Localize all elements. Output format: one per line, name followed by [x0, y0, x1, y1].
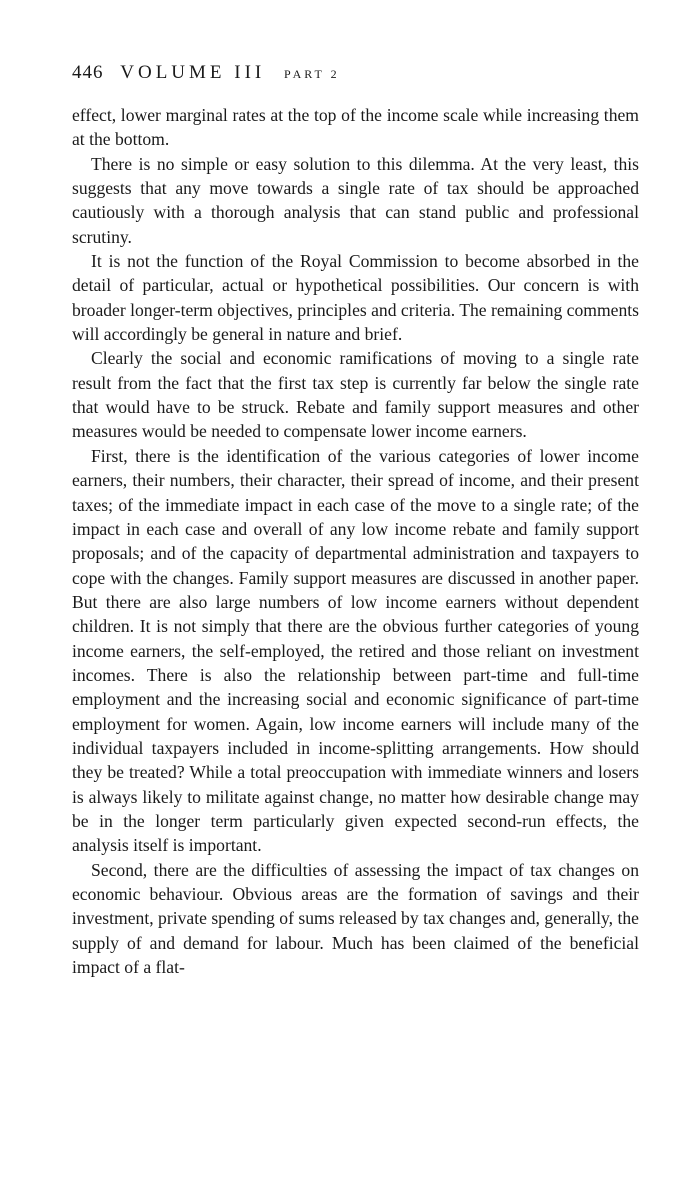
part-label: PART 2 — [284, 67, 340, 81]
paragraph: Clearly the social and economic ramifications of moving to a single rate result from the fact that the first tax step is currently far below the single rate that would have to be struck. Rebate and family support measures and other measures would be needed to compensate lower income earners. — [72, 348, 639, 442]
paragraph: There is no simple or easy solution to this dilemma. At the very least, this suggests that any move towards a single rate of tax should be approached cautiously with a thorough analysis that can stand public and professional scrutiny. — [72, 153, 639, 247]
paragraph: Second, there are the difficulties of assessing the impact of tax changes on economic behaviour. Obvious areas are the formation of savings and their investment, private spending of sums released by tax changes and, generally, the supply of and demand for labour. Much has been claimed of the beneficial impact of a flat- — [72, 859, 639, 978]
paragraph: First, there is the identification of the various categories of lower income earners, their numbers, their character, their spread of income, and their present taxes; of the immediate impact in each case of the move to a single rate; of the impact in each case and overall of any low income rebate and family support proposals; and of the capacity of departmental administration and taxpayers to cope with the changes. Family support measures are discussed in another paper. But there are also large numbers of low income earners without dependent children. It is not simply that there are the obvious further categories of young income earners, the self-employed, the retired and those reliant on investment incomes. There is also the relationship between part-time and full-time employment and the increasing social and economic significance of part-time employment for women. Again, low income earners will include many of the individual taxpayers included in income-splitting arrangements. How should they be treated? While a total preoccupation with immediate winners and losers is always likely to militate against change, no matter how desirable change may be in the longer term particularly given expected second-run effects, the analysis itself is important. — [72, 445, 639, 856]
paragraph: It is not the function of the Royal Commission to become absorbed in the detail of particular, actual or hypothetical possibilities. Our concern is with broader longer-term objectives, principles and criteria. The remaining comments will accordingly be general in nature and brief. — [72, 251, 640, 345]
volume-label: VOLUME III — [120, 62, 266, 83]
page-number: 446 — [72, 62, 104, 83]
running-header — [72, 62, 340, 84]
paragraph-continued: effect, lower marginal rates at the top of the income scale while increasing them at the bottom. — [72, 105, 639, 150]
body-text — [72, 103, 639, 979]
